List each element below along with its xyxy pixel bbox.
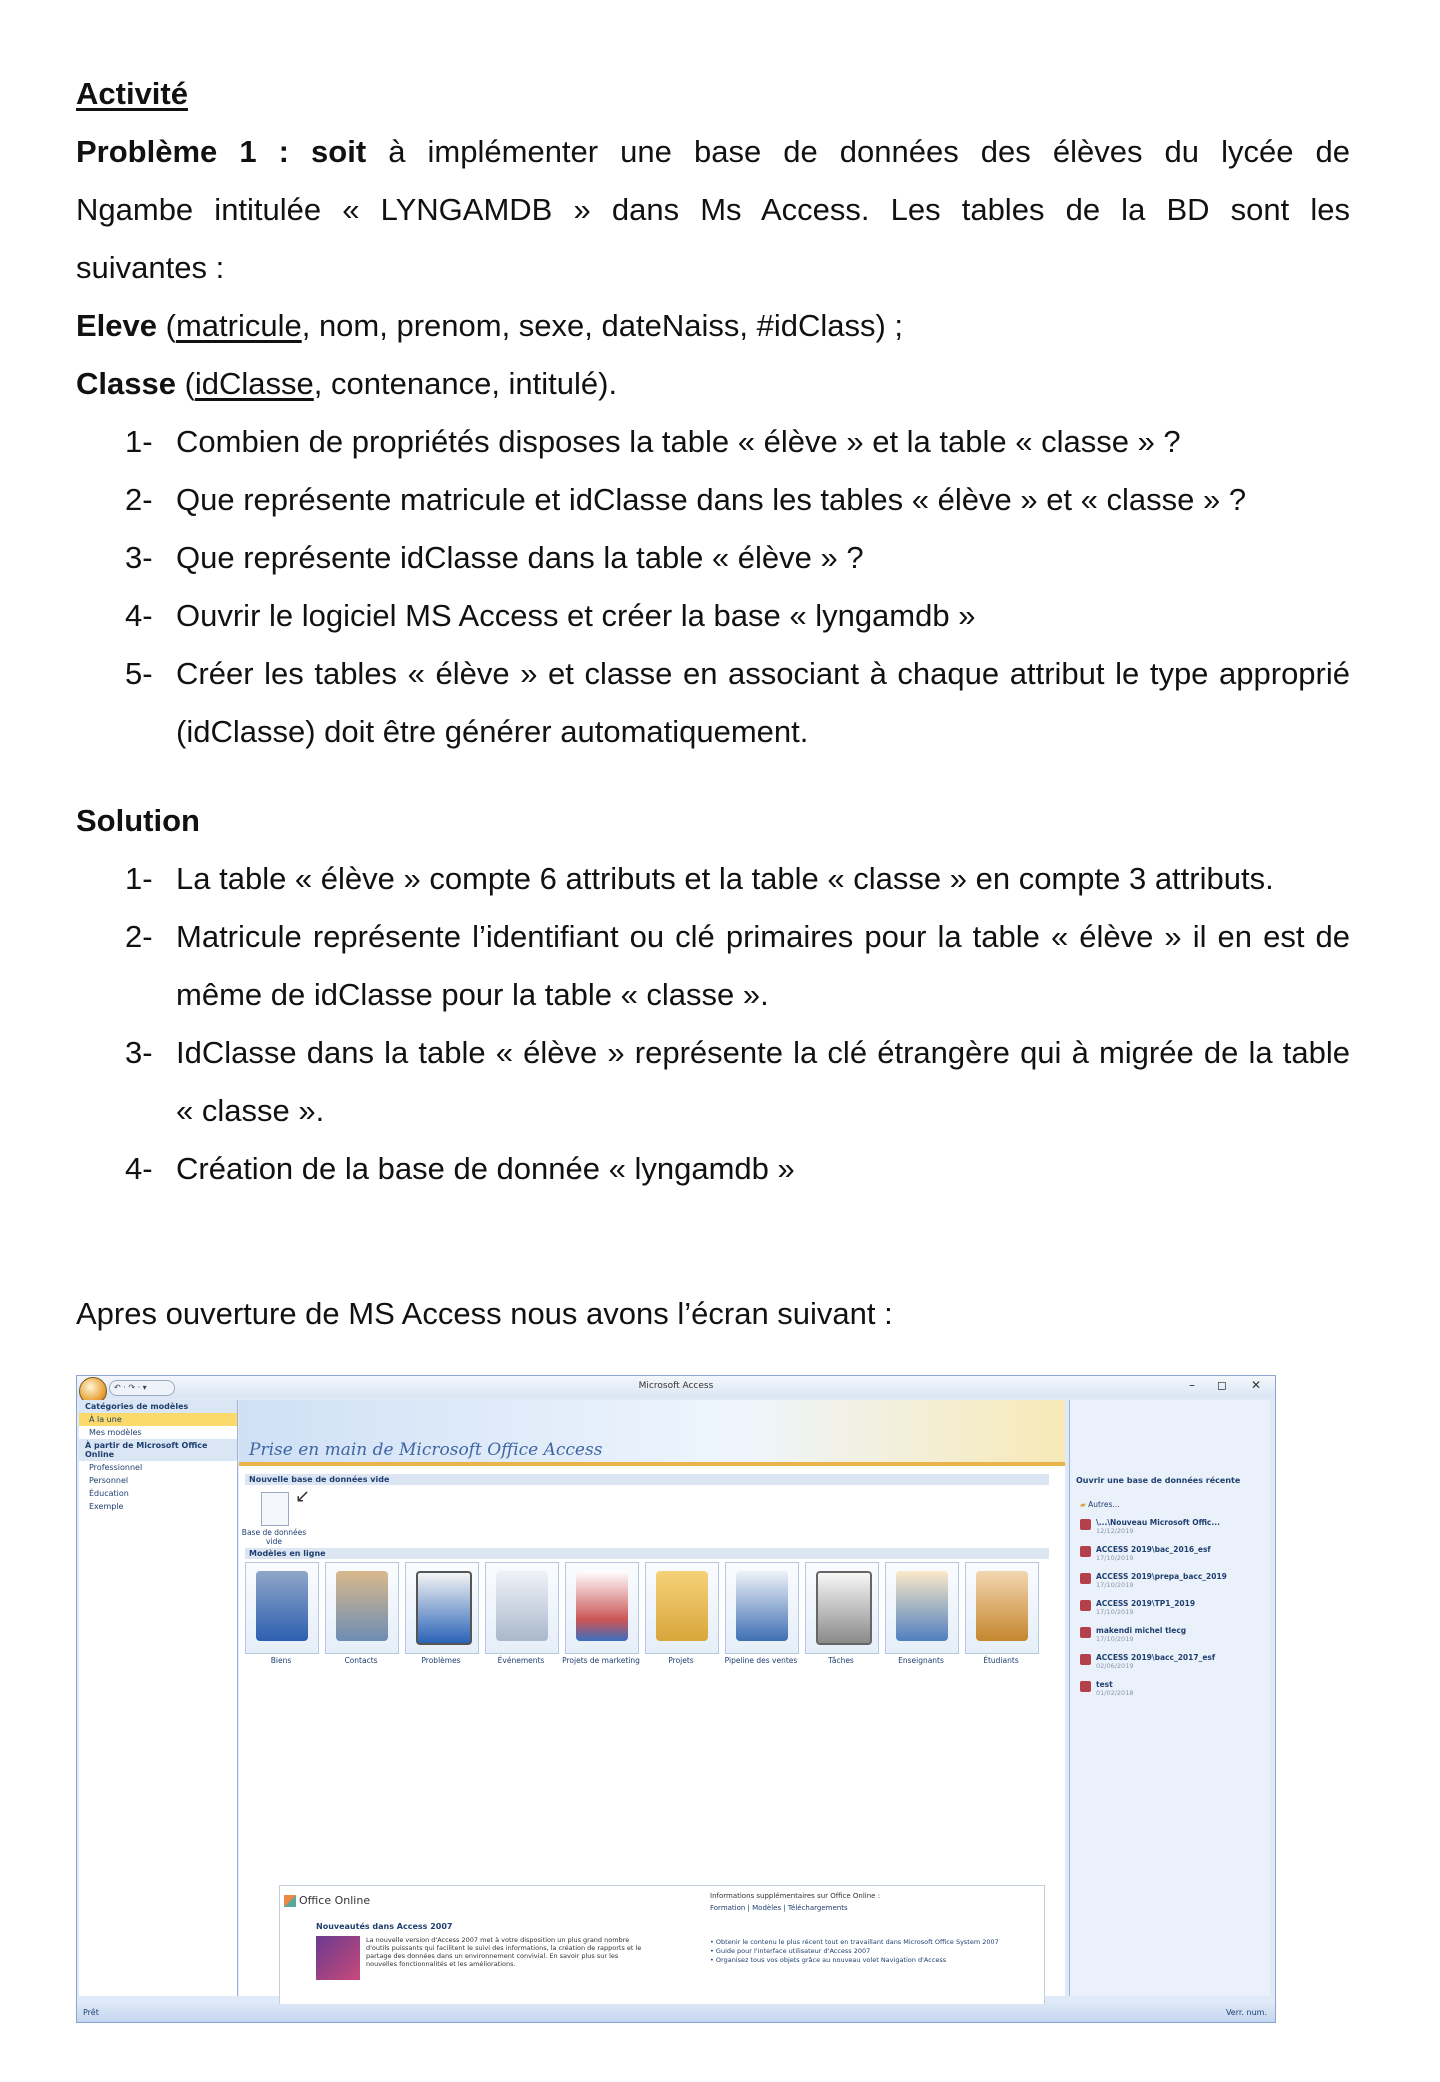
status-bar: [77, 2004, 1275, 2022]
access-screenshot: [76, 1375, 1276, 2023]
solution-heading: Solution: [76, 803, 200, 838]
office-online-logo: Office Online: [284, 1894, 370, 1907]
probleme-line-1: Problème 1 : soit à implémenter une base de données des élèves du lycée de: [76, 134, 1350, 169]
recent-more-link[interactable]: ▰ Autres...: [1080, 1500, 1120, 1509]
intro-screen-text: Apres ouverture de MS Access nous avons l’écran suivant :: [76, 1296, 893, 1331]
question-item: 2- Que représente matricule et idClasse dans les tables « élève » et « classe » ?: [125, 482, 1247, 517]
template-categories-pane: [79, 1400, 238, 1996]
template-label: Enseignants: [898, 1656, 944, 1665]
question-item: 5- Créer les tables « élève » et classe en associant à chaque attribut le type approprié (idClasse) doit être générer automatiquement.: [125, 656, 1350, 749]
bullet-item[interactable]: • Guide pour l'interface utilisateur d'Access 2007: [710, 1947, 871, 1955]
status-right: Verr. num.: [1225, 2008, 1267, 2017]
news-body: La nouvelle version d'Access 2007 met à votre disposition un plus grand nombre d'outils puissants qui facilitent le suivi des informations, la création de rapports et le partage des données dans un environnement convivial. En savoir plus sur les nouvelles fonctionnalités et les améliorations.: [366, 1936, 642, 1968]
category-item[interactable]: Mes modèles: [89, 1428, 142, 1437]
template-tile[interactable]: [805, 1562, 879, 1654]
office-logo-icon: [284, 1895, 296, 1907]
solution-item: 2- Matricule représente l’identifiant ou clé primaires pour la table « élève » il en est de même de idClasse pour la table « classe ».: [125, 919, 1350, 1012]
template-tile[interactable]: [645, 1562, 719, 1654]
office-online-panel: [279, 1885, 1045, 2017]
minimize-icon[interactable]: –: [1189, 1378, 1195, 1392]
table-eleve-schema: Eleve (matricule, nom, prenom, sexe, dateNaiss, #idClass) ;: [76, 308, 904, 343]
office-online-bullets: [710, 1938, 1030, 1965]
more-info-links[interactable]: Formation | Modèles | Téléchargements: [710, 1904, 848, 1912]
probleme-line-2: Ngambe intitulée « LYNGAMDB » dans Ms Access. Les tables de la BD sont les: [76, 192, 1350, 227]
bullet-item[interactable]: • Organisez tous vos objets grâce au nouveau volet Navigation d'Access: [710, 1956, 947, 1964]
categories-header: Catégories de modèles: [79, 1400, 237, 1413]
recent-file[interactable]: \...\Nouveau Microsoft Offic... 12/12/2019: [1080, 1518, 1220, 1535]
banner-title: Prise en main de Microsoft Office Access: [249, 1440, 603, 1460]
template-label: Projets de marketing: [562, 1656, 640, 1665]
window-title: Microsoft Access: [638, 1381, 714, 1391]
category-item[interactable]: Personnel: [89, 1476, 129, 1485]
template-label: Contacts: [344, 1656, 378, 1665]
recent-file[interactable]: ACCESS 2019\bac_2016_esf 17/10/2019: [1080, 1545, 1211, 1562]
category-item[interactable]: Professionnel: [89, 1463, 143, 1472]
blank-database-label[interactable]: Base de données vide: [241, 1528, 307, 1546]
more-info-label: Informations supplémentaires sur Office Online :: [710, 1892, 881, 1900]
solution-item: 4- Création de la base de donnée « lyngamdb »: [125, 1151, 795, 1186]
template-tile[interactable]: [485, 1562, 559, 1654]
questions-list: [76, 413, 1350, 761]
arrow-icon: ↙: [295, 1486, 311, 1507]
template-label: Projets: [668, 1656, 694, 1665]
template-label: Biens: [270, 1656, 292, 1665]
blank-database-icon[interactable]: [261, 1492, 289, 1526]
template-tile[interactable]: [565, 1562, 639, 1654]
template-label: Pipeline des ventes: [724, 1656, 798, 1665]
template-label: Tâches: [828, 1656, 854, 1665]
category-item[interactable]: Exemple: [89, 1502, 124, 1511]
heading-activite: Activité: [76, 76, 188, 111]
restore-icon[interactable]: ◻: [1217, 1378, 1227, 1392]
table-classe-schema: Classe (idClasse, contenance, intitulé).: [76, 366, 618, 401]
new-db-section: Nouvelle base de données vide: [245, 1474, 1049, 1485]
close-icon[interactable]: ✕: [1250, 1378, 1261, 1392]
category-item[interactable]: Éducation: [89, 1489, 129, 1498]
probleme-paragraph: [76, 123, 1350, 761]
solution-item: 1- La table « élève » compte 6 attributs et la table « classe » en compte 3 attributs.: [125, 861, 1274, 896]
probleme-line-3: suivantes :: [76, 250, 225, 285]
template-tile[interactable]: [725, 1562, 799, 1654]
template-label: Étudiants: [983, 1656, 1019, 1665]
bullet-item[interactable]: • Obtenir le contenu le plus récent tout en travaillant dans Microsoft Office System 2007: [710, 1938, 999, 1946]
quick-access-toolbar[interactable]: ↶ · ↷ · ▾: [109, 1380, 175, 1396]
template-tile[interactable]: [245, 1562, 319, 1654]
template-tile[interactable]: [965, 1562, 1039, 1654]
banner: [239, 1400, 1065, 1466]
online-templates-section: Modèles en ligne: [245, 1548, 1049, 1559]
question-item: 1- Combien de propriétés disposes la table « élève » et la table « classe » ?: [125, 424, 1181, 459]
recent-databases-pane: [1069, 1400, 1270, 1996]
getting-started-main: [239, 1400, 1065, 1996]
solution-item: 3- IdClasse dans la table « élève » représente la clé étrangère qui à migrée de la table « classe ».: [125, 1035, 1350, 1128]
recent-file[interactable]: makendi michel tlecg 17/10/2019: [1080, 1626, 1186, 1643]
template-label: Problèmes: [421, 1656, 461, 1665]
news-image: [316, 1936, 360, 1980]
category-item[interactable]: À la une: [79, 1413, 237, 1426]
template-tile[interactable]: [405, 1562, 479, 1654]
recent-header: Ouvrir une base de données récente: [1076, 1476, 1241, 1485]
solutions-list: [76, 850, 1350, 1198]
recent-file[interactable]: ACCESS 2019\TP1_2019 17/10/2019: [1080, 1599, 1195, 1616]
question-item: 3- Que représente idClasse dans la table « élève » ?: [125, 540, 864, 575]
recent-file[interactable]: ACCESS 2019\bacc_2017_esf 02/06/2019: [1080, 1653, 1215, 1670]
recent-file[interactable]: ACCESS 2019\prepa_bacc_2019 17/10/2019: [1080, 1572, 1227, 1589]
recent-file[interactable]: test 01/02/2018: [1080, 1680, 1133, 1697]
news-title: Nouveautés dans Access 2007: [316, 1922, 453, 1931]
folder-icon: ▰: [1080, 1500, 1086, 1509]
status-left: Prêt: [83, 2008, 99, 2017]
template-tile[interactable]: [885, 1562, 959, 1654]
question-item: 4- Ouvrir le logiciel MS Access et créer la base « lyngamdb »: [125, 598, 976, 633]
online-categories-header: À partir de Microsoft Office Online: [79, 1439, 237, 1461]
template-label: Événements: [497, 1656, 545, 1665]
template-tile[interactable]: [325, 1562, 399, 1654]
access-titlebar: [77, 1376, 1275, 1398]
